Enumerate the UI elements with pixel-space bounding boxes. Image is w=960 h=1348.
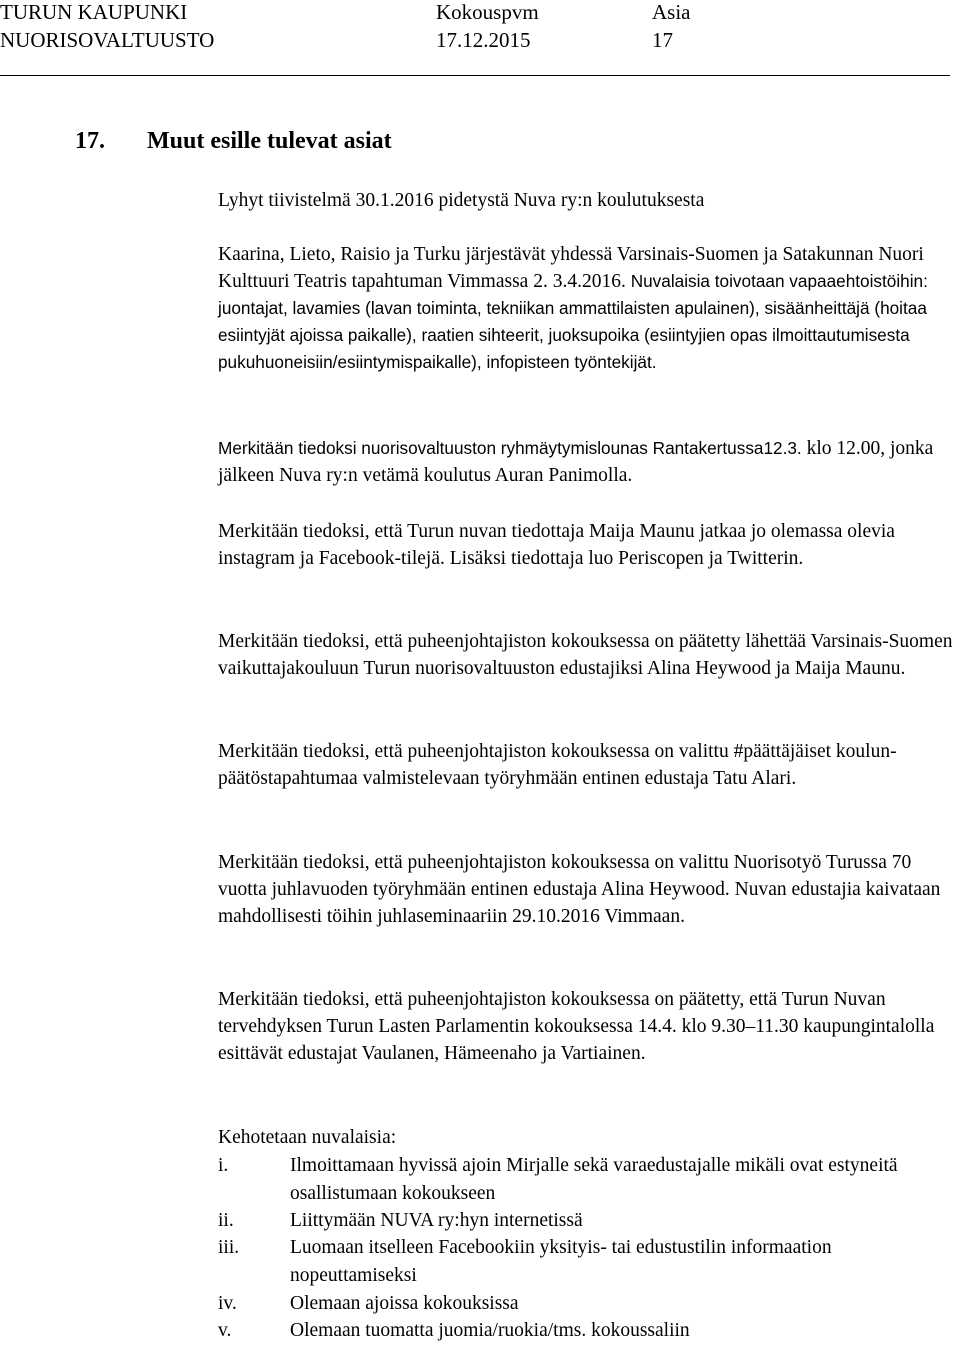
list-marker: iv.: [218, 1293, 237, 1314]
list-item-text: Luomaan itselleen Facebookiin yksityis- tai edustustilin informaation nopeuttamiseksi: [290, 1237, 832, 1286]
paragraph-graduation-group: Merkitään tiedoksi, että puheenjohtajiston kokouksessa on valittu #päättäjäiset koulun-päätöstapahtumaa valmistelevaan työryhmään entinen edustaja Tatu Alari.: [218, 741, 897, 789]
list-marker: v.: [218, 1320, 232, 1341]
list-item: [218, 1207, 960, 1235]
list-item-text: Liittymään NUVA ry:hyn internetissä: [290, 1210, 583, 1231]
org-unit: NUORISOVALTUUSTO: [0, 28, 215, 52]
paragraph-influencer-school: Merkitään tiedoksi, että puheenjohtajiston kokouksessa on päätetty lähettää Varsinais-Suomen vaikuttajakouluun Turun nuorisovaltuuston edustajiksi Alina Heywood ja Maija Maunu.: [218, 631, 953, 679]
item-label: Asia: [652, 0, 691, 24]
list-marker: ii.: [218, 1210, 234, 1231]
training-text: klo 12.00, jonka jälkeen Nuva ry:n vetämä koulutus Auran Panimolla.: [218, 438, 934, 486]
list-item: [218, 1317, 960, 1345]
list-item: [218, 1290, 960, 1318]
list-item: [218, 1152, 960, 1207]
org-name: TURUN KAUPUNKI: [0, 0, 188, 24]
event-intro-text: Kaarina, Lieto, Raisio ja Turku järjestävät yhdessä Varsinais-Suomen ja Satakunnan Nuori Kulttuuri Teatris tapahtuman Vimmassa 2. 3.4.2016.: [218, 244, 924, 292]
meeting-date-value: 17.12.2015: [436, 28, 531, 52]
header-divider: [0, 75, 950, 76]
volunteer-text: Nuvalaisia toivotaan vapaaehtoistöihin: juontajat, lavamies (lavan toiminta, tekniikan ammattilaisten apulainen), sisäänheittäjä (hoitaa esiintyjät ajoissa paikalle), raatien sihteerit, juoksupoika (esiintyjien opas ilmoittautumisesta pukuhuoneisiin/esiintymispaikalle), infopisteen työntekijät.: [218, 271, 928, 372]
section-number: 17.: [75, 128, 105, 154]
list-item-text: Olemaan tuomatta juomia/ruokia/tms. kokoussaliin: [290, 1320, 690, 1341]
paragraph-social-media: Merkitään tiedoksi, että Turun nuvan tiedottaja Maija Maunu jatkaa jo olemassa olevia instagram ja Facebook-tilejä. Lisäksi tiedottaja luo Periscopen ja Twitterin.: [218, 521, 895, 569]
item-number: 17: [652, 28, 673, 52]
summary-subtitle: Lyhyt tiivistelmä 30.1.2016 pidetystä Nuva ry:n koulutuksesta: [218, 190, 705, 211]
lunch-text: Merkitään tiedoksi nuorisovaltuuston ryhmäytymislounas Rantakertussa12.3.: [218, 438, 802, 458]
paragraph-event: [218, 241, 958, 376]
section-heading: Muut esille tulevat asiat: [147, 128, 392, 154]
paragraph-childrens-parliament: Merkitään tiedoksi, että puheenjohtajiston kokouksessa on päätetty, että Turun Nuvan tervehdyksen Turun Lasten Parlamentin kokouksessa 14.4. klo 9.30–11.30 kaupungintalolla esittävät edustajat Vaulanen, Hämeenaho ja Vartiainen.: [218, 989, 935, 1064]
list-marker: iii.: [218, 1237, 240, 1258]
document-header: [0, 0, 960, 62]
list-item: [218, 1234, 960, 1289]
paragraph-anniversary-group: Merkitään tiedoksi, että puheenjohtajiston kokouksessa on valittu Nuorisotyö Turussa 70 vuotta juhlavuoden työryhmään entinen edustaja Alina Heywood. Nuvan edustajia kaivataan mahdollisesti töihin juhlaseminaariin 29.10.2016 Vimmaan.: [218, 852, 941, 927]
list-item-text: Ilmoittamaan hyvissä ajoin Mirjalle sekä varaedustajalle mikäli ovat estyneitä osallistumaan kokoukseen: [290, 1155, 898, 1204]
recommendations-heading: Kehotetaan nuvalaisia:: [218, 1127, 397, 1148]
list-item-text: Olemaan ajoissa kokouksissa: [290, 1293, 519, 1314]
section-title: [75, 128, 392, 155]
paragraph-lunch: [218, 435, 958, 489]
list-marker: i.: [218, 1155, 229, 1176]
meeting-date-label: Kokouspvm: [436, 0, 539, 24]
